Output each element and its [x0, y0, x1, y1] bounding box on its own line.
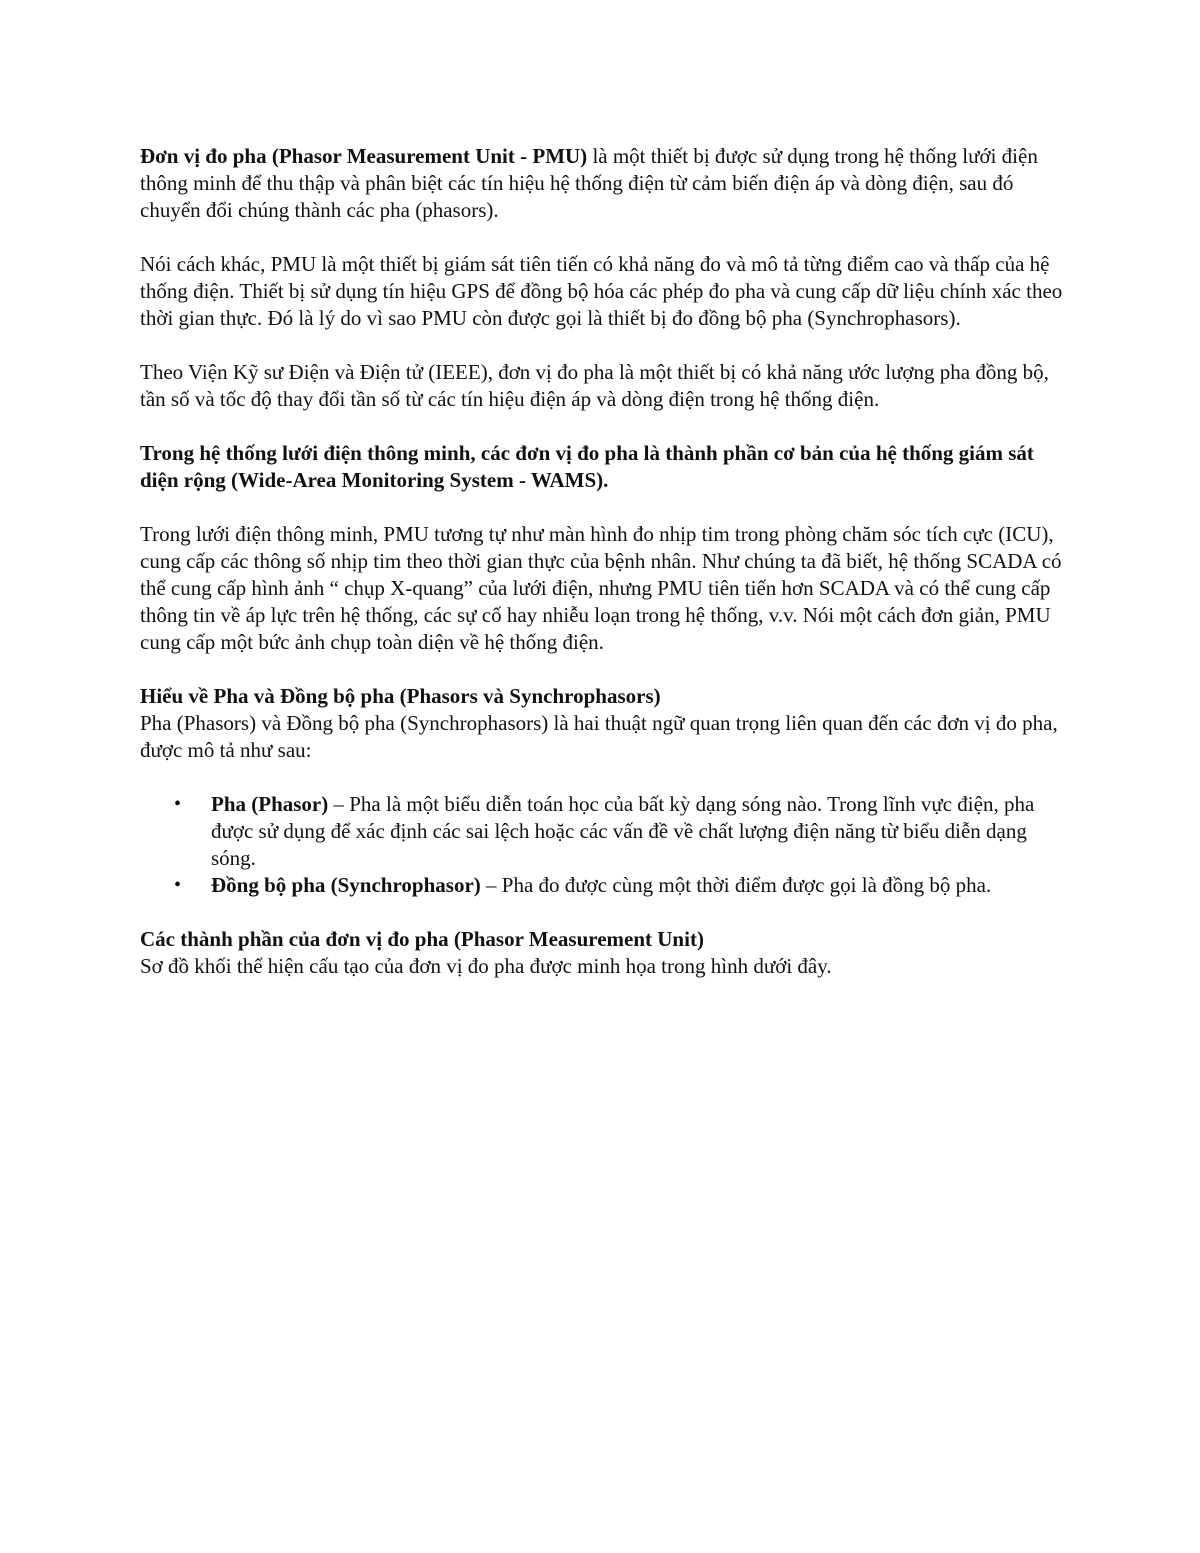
section-phasors-heading-text: Hiểu về Pha và Đồng bộ pha (Phasors và Synchrophasors): [140, 684, 661, 708]
list-item-term: Đồng bộ pha (Synchrophasor): [211, 873, 481, 897]
bullet-icon: •: [174, 793, 182, 815]
paragraph-icu-analogy: Trong lưới điện thông minh, PMU tương tự như màn hình đo nhịp tim trong phòng chăm sóc tích cực (ICU), cung cấp các thông số nhịp tim theo thời gian thực của bệnh nhân. Như chúng ta đã biết, hệ thống SCADA có thể cung cấp hình ảnh “ chụp X-quang” của lưới điện, nhưng PMU tiên tiến hơn SCADA và có thể cung cấp thông tin về áp lực trên hệ thống, các sự cố hay nhiễu loạn trong hệ thống, v.v. Nói một cách đơn giản, PMU cung cấp một bức ảnh chụp toàn diện về hệ thống điện.: [140, 522, 1062, 654]
section-components-heading-text: Các thành phần của đơn vị đo pha (Phasor Measurement Unit): [140, 927, 704, 951]
list-item-text: – Pha là một biểu diễn toán học của bất kỳ dạng sóng nào. Trong lĩnh vực điện, pha được sử dụng để xác định các sai lệch hoặc các vấn đề về chất lượng điện năng từ biểu diễn dạng sóng.: [211, 792, 1035, 870]
section-phasors-heading: [140, 683, 1065, 710]
list-item: [140, 872, 1065, 899]
intro-paragraph: [140, 143, 1065, 224]
heading-wams-text: Trong hệ thống lưới điện thông minh, các đơn vị đo pha là thành phần cơ bản của hệ thống giám sát diện rộng (Wide-Area Monitoring System - WAMS).: [140, 441, 1034, 492]
section-components-text: Sơ đồ khối thể hiện cấu tạo của đơn vị đo pha được minh họa trong hình dưới đây.: [140, 954, 832, 978]
intro-term: Đơn vị đo pha (Phasor Measurement Unit - PMU): [140, 144, 588, 168]
paragraph-gps-sync: Nói cách khác, PMU là một thiết bị giám sát tiên tiến có khả năng đo và mô tả từng điểm cao và thấp của hệ thống điện. Thiết bị sử dụng tín hiệu GPS để đồng bộ hóa các phép đo pha và cung cấp dữ liệu chính xác theo thời gian thực. Đó là lý do vì sao PMU còn được gọi là thiết bị đo đồng bộ pha (Synchrophasors).: [140, 252, 1063, 330]
heading-wams: [140, 440, 1065, 494]
list-item-text: – Pha đo được cùng một thời điểm được gọi là đồng bộ pha.: [480, 873, 992, 897]
list-item: [140, 791, 1065, 872]
intro-text: là một thiết bị được sử dụng trong hệ thống lưới điện thông minh để thu thập và phân biệt các tín hiệu hệ thống điện từ cảm biến điện áp và dòng điện, sau đó chuyển đổi chúng thành các pha (phasors).: [140, 144, 1038, 222]
bullet-icon: •: [174, 874, 182, 896]
section-components-heading: [140, 926, 1065, 953]
definition-list: [140, 791, 1065, 899]
list-item-term: Pha (Phasor): [211, 792, 329, 816]
section-phasors-text: Pha (Phasors) và Đồng bộ pha (Synchrophasors) là hai thuật ngữ quan trọng liên quan đến các đơn vị đo pha, được mô tả như sau:: [140, 711, 1058, 762]
document-page: [140, 143, 1065, 980]
paragraph-ieee-definition: Theo Viện Kỹ sư Điện và Điện tử (IEEE), đơn vị đo pha là một thiết bị có khả năng ước lượng pha đồng bộ, tần số và tốc độ thay đổi tần số từ các tín hiệu điện áp và dòng điện trong hệ thống điện.: [140, 360, 1049, 411]
